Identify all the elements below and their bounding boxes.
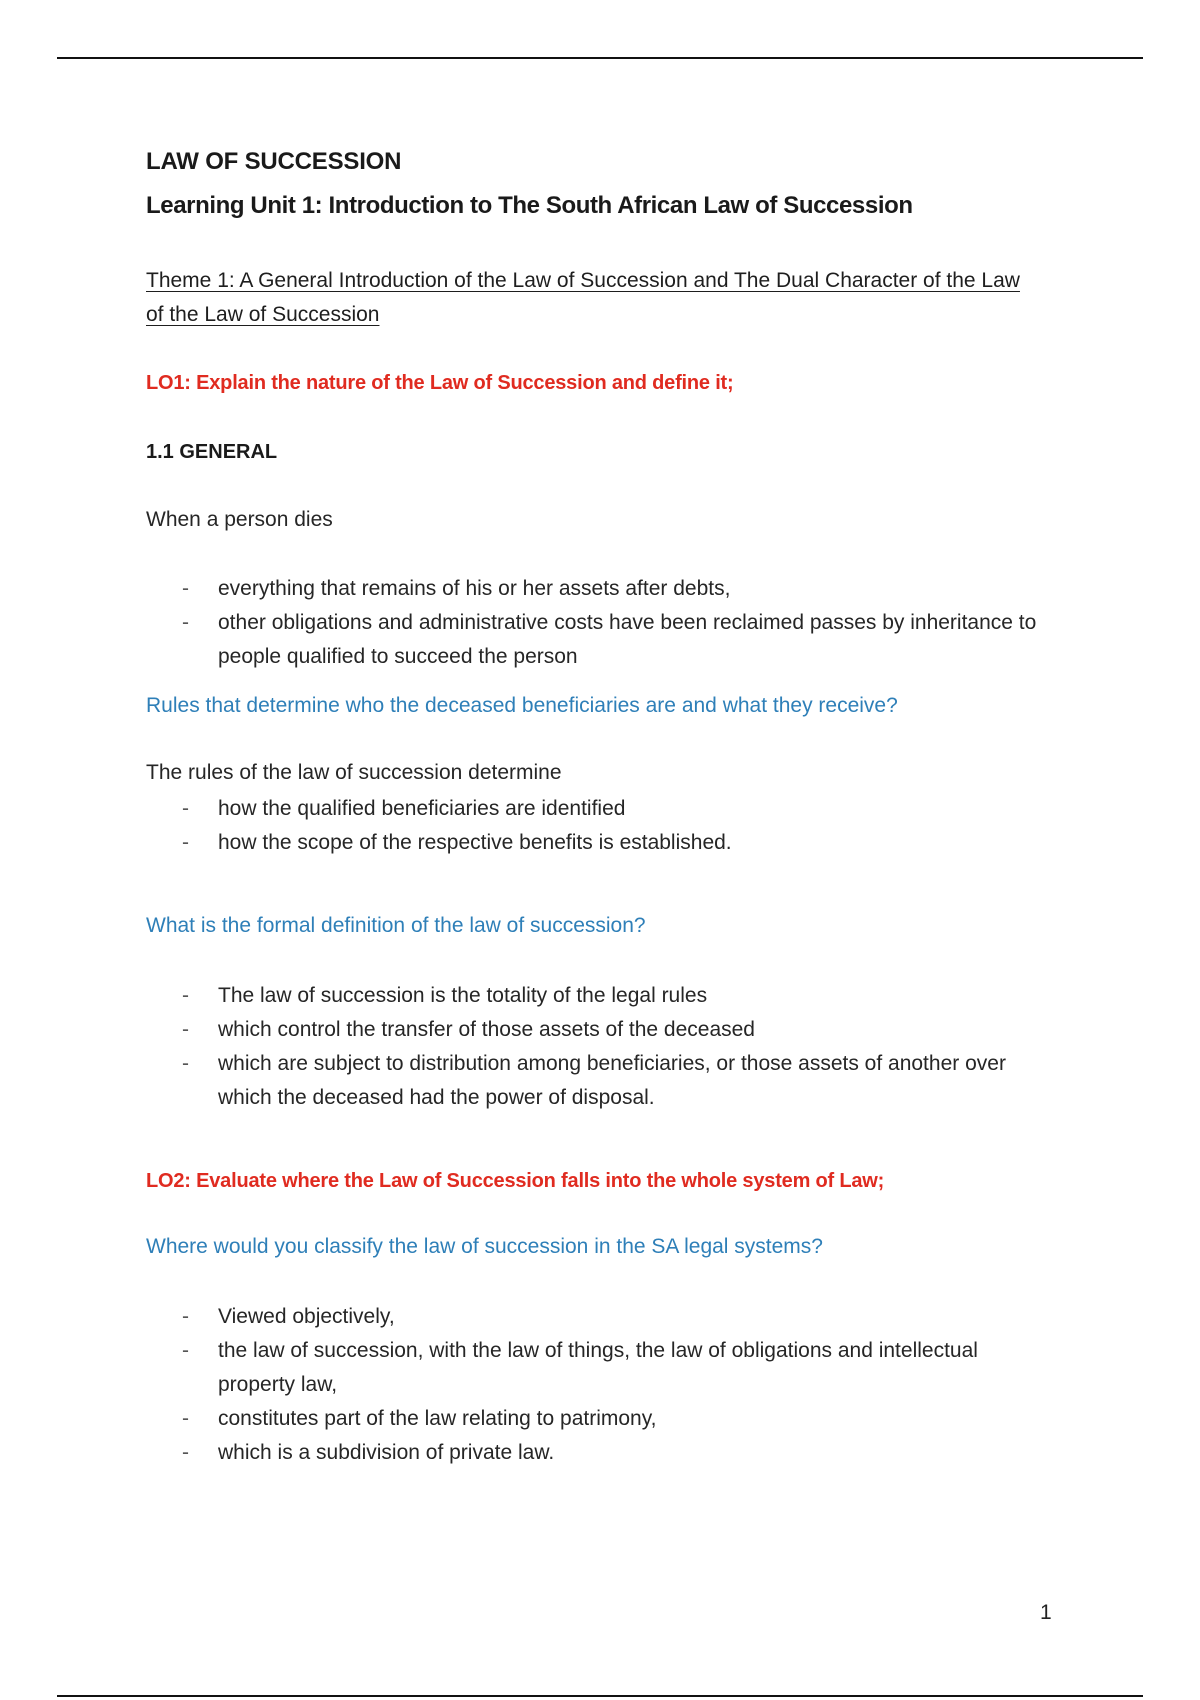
section-heading-general: 1.1 GENERAL bbox=[146, 441, 278, 463]
intro-text: When a person dies bbox=[146, 508, 333, 531]
learning-outcome-2: LO2: Evaluate where the Law of Succession falls into the whole system of Law; bbox=[146, 1170, 885, 1192]
list-item: - everything that remains of his or her assets after debts, bbox=[146, 572, 1046, 606]
bullet-dash: - bbox=[182, 797, 189, 820]
top-rule bbox=[57, 57, 1143, 59]
theme-heading: Theme 1: A General Introduction of the Law of Succession and The Dual Character of the Law of the Law of Succession bbox=[146, 269, 1020, 326]
bullet-dash: - bbox=[182, 1052, 189, 1075]
question-classify: Where would you classify the law of succession in the SA legal systems? bbox=[146, 1235, 823, 1258]
bullet-dash: - bbox=[182, 1407, 189, 1430]
list-item: - which are subject to distribution among beneficiaries, or those assets of another over which the deceased had the power of disposal. bbox=[146, 1047, 1046, 1115]
list-item: - the law of succession, with the law of things, the law of obligations and intellectual property law, bbox=[146, 1334, 1046, 1402]
classify-bullet-list bbox=[146, 1300, 1046, 1470]
list-item: - how the qualified beneficiaries are identified bbox=[146, 792, 1046, 826]
question-definition: What is the formal definition of the law of succession? bbox=[146, 914, 646, 937]
intro-bullet-list bbox=[146, 572, 1046, 674]
list-item: - constitutes part of the law relating to patrimony, bbox=[146, 1402, 1046, 1436]
bullet-dash: - bbox=[182, 1339, 189, 1362]
rules-bullet-list bbox=[146, 792, 1046, 860]
list-item: - The law of succession is the totality of the legal rules bbox=[146, 979, 1046, 1013]
bullet-dash: - bbox=[182, 984, 189, 1007]
list-item: - how the scope of the respective benefits is established. bbox=[146, 826, 1046, 860]
bullet-dash: - bbox=[182, 611, 189, 634]
document-title: LAW OF SUCCESSION bbox=[146, 148, 402, 175]
definition-bullet-list bbox=[146, 979, 1046, 1115]
bullet-dash: - bbox=[182, 831, 189, 854]
list-item: - which is a subdivision of private law. bbox=[146, 1436, 1046, 1470]
bullet-dash: - bbox=[182, 1441, 189, 1464]
list-item: - Viewed objectively, bbox=[146, 1300, 1046, 1334]
question-rules: Rules that determine who the deceased beneficiaries are and what they receive? bbox=[146, 694, 898, 717]
learning-outcome-1: LO1: Explain the nature of the Law of Succession and define it; bbox=[146, 372, 734, 394]
bottom-rule bbox=[57, 1695, 1143, 1697]
list-item: - other obligations and administrative costs have been reclaimed passes by inheritance to people qualified to succeed the person bbox=[146, 606, 1046, 674]
bullet-dash: - bbox=[182, 1305, 189, 1328]
bullet-dash: - bbox=[182, 577, 189, 600]
page-number: 1 bbox=[1040, 1601, 1052, 1624]
rules-text: The rules of the law of succession determine bbox=[146, 761, 562, 784]
list-item: - which control the transfer of those assets of the deceased bbox=[146, 1013, 1046, 1047]
learning-unit-title: Learning Unit 1: Introduction to The South African Law of Succession bbox=[146, 192, 913, 219]
bullet-dash: - bbox=[182, 1018, 189, 1041]
